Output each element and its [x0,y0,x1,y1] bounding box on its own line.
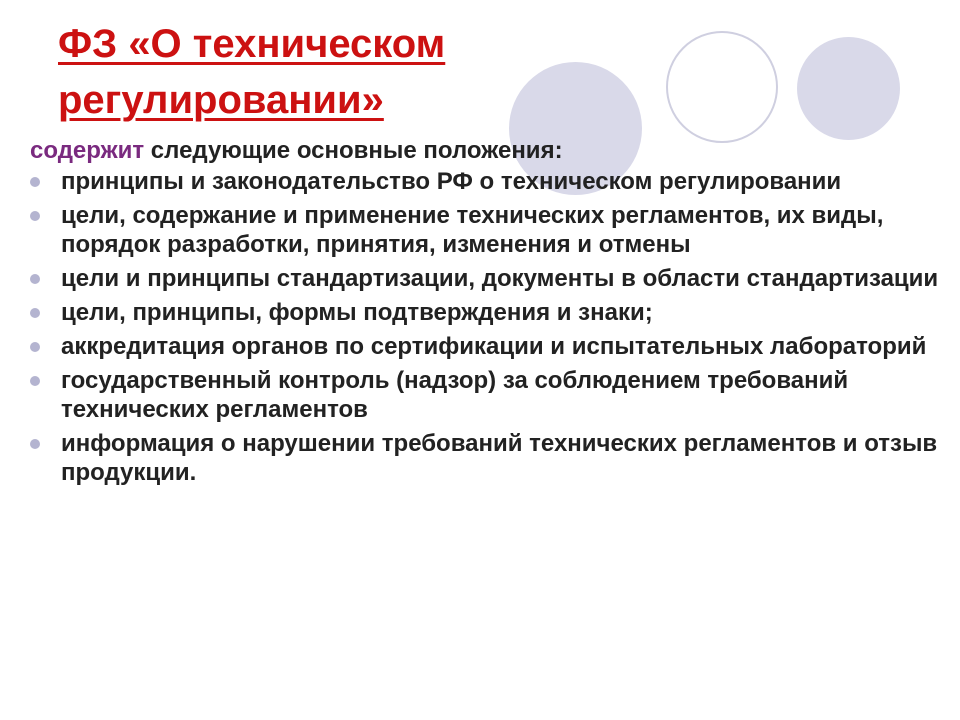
bullet-icon [30,211,40,221]
list-item [30,332,945,361]
list-item [30,429,945,487]
bullet-icon [30,177,40,187]
bullet-icon [30,342,40,352]
list-item-text: информация о нарушении требований технических регламентов и отзыв продукции. [61,430,938,486]
intro-accent-word: содержит [30,137,145,164]
list-item-text: аккредитация органов по сертификации и испытательных лабораторий [61,333,927,360]
intro-text [30,136,945,165]
bullet-icon [30,376,40,386]
title-line-2: регулировании» [58,78,384,122]
decorative-circle-right [797,37,900,140]
list-item-text: государственный контроль (надзор) за соблюдением требований технических регламентов [61,367,849,423]
list-item-text: цели, содержание и применение технических регламентов, их виды, порядок разработки, принятия, изменения и отмены [61,202,884,258]
title-line-1: ФЗ «О техническом [58,22,446,66]
bullet-icon [30,274,40,284]
slide-content [30,136,945,492]
bullet-icon [30,439,40,449]
list-item [30,264,945,293]
decorative-circle-outline [666,31,778,143]
list-item-text: цели и принципы стандартизации, документы в области стандартизации [61,265,939,292]
list-item-text: цели, принципы, формы подтверждения и знаки; [61,299,653,326]
intro-rest: следующие основные положения: [144,137,563,164]
list-item [30,298,945,327]
list-item [30,201,945,259]
list-item [30,366,945,424]
provisions-list [30,167,945,487]
list-item-text: принципы и законодательство РФ о техническом регулировании [61,168,842,195]
list-item [30,167,945,196]
slide-title [58,16,445,128]
bullet-icon [30,308,40,318]
